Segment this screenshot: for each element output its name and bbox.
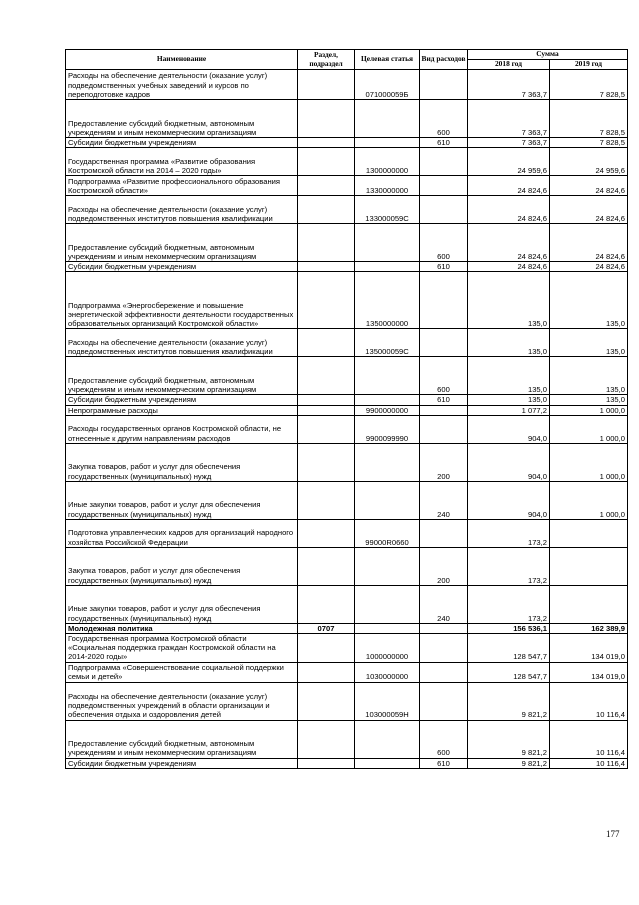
row-kind-cell <box>420 196 468 224</box>
row-amount-2018-cell: 156 536,1 <box>468 623 550 633</box>
row-name-cell: Расходы на обеспечение деятельности (оказание услуг) подведомственных учебных заведений и курсов по переподготовке кадров <box>66 70 298 100</box>
row-amount-2019-cell: 135,0 <box>550 395 628 405</box>
table-row <box>66 196 628 224</box>
row-section-cell <box>298 415 355 443</box>
row-kind-cell: 610 <box>420 758 468 768</box>
row-section-cell <box>298 262 355 272</box>
row-amount-2018-cell: 9 821,2 <box>468 758 550 768</box>
header-year-2019: 2019 год <box>550 60 628 70</box>
table-row <box>66 329 628 357</box>
table-row <box>66 262 628 272</box>
row-kind-cell <box>420 176 468 196</box>
row-kind-cell <box>420 662 468 682</box>
row-amount-2018-cell: 9 821,2 <box>468 682 550 720</box>
row-amount-2019-cell: 10 116,4 <box>550 758 628 768</box>
row-kind-cell: 600 <box>420 720 468 758</box>
row-amount-2019-cell: 24 824,6 <box>550 224 628 262</box>
row-section-cell <box>298 634 355 663</box>
row-amount-2018-cell: 135,0 <box>468 272 550 329</box>
row-amount-2019-cell: 7 828,5 <box>550 100 628 138</box>
table-row <box>66 176 628 196</box>
row-section-cell <box>298 758 355 768</box>
row-kind-cell <box>420 405 468 415</box>
row-section-cell <box>298 329 355 357</box>
row-section-cell <box>298 357 355 395</box>
table-row <box>66 662 628 682</box>
table-row <box>66 148 628 176</box>
row-target-cell <box>355 443 420 481</box>
row-amount-2019-cell: 1 000,0 <box>550 415 628 443</box>
row-amount-2019-cell: 7 828,5 <box>550 70 628 100</box>
row-target-cell <box>355 395 420 405</box>
row-target-cell: 135000059С <box>355 329 420 357</box>
row-section-cell <box>298 481 355 519</box>
row-name-cell: Субсидии бюджетным учреждениям <box>66 138 298 148</box>
row-target-cell: 9900000000 <box>355 405 420 415</box>
row-amount-2019-cell: 7 828,5 <box>550 138 628 148</box>
row-name-cell: Молодежная политика <box>66 623 298 633</box>
row-name-cell: Субсидии бюджетным учреждениям <box>66 262 298 272</box>
row-name-cell: Подпрограмма «Энергосбережение и повышение энергетической эффективности деятельности государственных образовательных организаций Костромской области» <box>66 272 298 329</box>
row-target-cell <box>355 357 420 395</box>
table-row <box>66 720 628 758</box>
row-target-cell: 1330000000 <box>355 176 420 196</box>
row-name-cell: Закупка товаров, работ и услуг для обеспечения государственных (муниципальных) нужд <box>66 547 298 585</box>
row-amount-2018-cell: 7 363,7 <box>468 138 550 148</box>
row-amount-2019-cell: 24 824,6 <box>550 196 628 224</box>
row-amount-2019-cell <box>550 519 628 547</box>
row-target-cell: 1350000000 <box>355 272 420 329</box>
row-amount-2018-cell: 7 363,7 <box>468 100 550 138</box>
table-row <box>66 357 628 395</box>
row-amount-2018-cell: 135,0 <box>468 329 550 357</box>
row-section-cell <box>298 148 355 176</box>
table-body <box>66 70 628 769</box>
row-amount-2018-cell: 7 363,7 <box>468 70 550 100</box>
row-name-cell: Иные закупки товаров, работ и услуг для обеспечения государственных (муниципальных) нужд <box>66 481 298 519</box>
table-row <box>66 758 628 768</box>
row-name-cell: Закупка товаров, работ и услуг для обеспечения государственных (муниципальных) нужд <box>66 443 298 481</box>
table-row <box>66 272 628 329</box>
row-target-cell: 99000R0660 <box>355 519 420 547</box>
row-name-cell: Предоставление субсидий бюджетным, автономным учреждениям и иным некоммерческим организациям <box>66 100 298 138</box>
row-amount-2019-cell: 24 959,6 <box>550 148 628 176</box>
row-name-cell: Подготовка управленческих кадров для организаций народного хозяйства Российской Федерации <box>66 519 298 547</box>
row-kind-cell: 610 <box>420 395 468 405</box>
row-section-cell <box>298 196 355 224</box>
row-kind-cell <box>420 415 468 443</box>
row-name-cell: Расходы на обеспечение деятельности (оказание услуг) подведомственных институтов повышения квалификации <box>66 196 298 224</box>
row-amount-2018-cell: 24 824,6 <box>468 176 550 196</box>
row-name-cell: Расходы государственных органов Костромской области, не отнесенные к другим направлениям расходов <box>66 415 298 443</box>
row-kind-cell <box>420 329 468 357</box>
row-name-cell: Государственная программа «Развитие образования Костромской области на 2014 – 2020 годы» <box>66 148 298 176</box>
row-kind-cell <box>420 519 468 547</box>
row-section-cell <box>298 138 355 148</box>
row-name-cell: Субсидии бюджетным учреждениям <box>66 395 298 405</box>
row-section-cell <box>298 682 355 720</box>
row-amount-2018-cell: 128 547,7 <box>468 634 550 663</box>
row-amount-2018-cell: 173,2 <box>468 519 550 547</box>
row-kind-cell: 600 <box>420 357 468 395</box>
row-target-cell <box>355 224 420 262</box>
header-year-2018: 2018 год <box>468 60 550 70</box>
table-row <box>66 547 628 585</box>
row-kind-cell <box>420 148 468 176</box>
row-section-cell <box>298 70 355 100</box>
row-section-cell <box>298 720 355 758</box>
row-amount-2018-cell: 135,0 <box>468 395 550 405</box>
row-name-cell: Подпрограмма «Совершенствование социальной поддержки семьи и детей» <box>66 662 298 682</box>
row-kind-cell <box>420 272 468 329</box>
row-target-cell <box>355 720 420 758</box>
table-row <box>66 405 628 415</box>
header-name: Наименование <box>66 50 298 70</box>
row-target-cell <box>355 262 420 272</box>
row-section-cell <box>298 547 355 585</box>
table-row <box>66 519 628 547</box>
row-kind-cell: 600 <box>420 224 468 262</box>
row-target-cell: 1030000000 <box>355 662 420 682</box>
row-amount-2019-cell: 134 019,0 <box>550 662 628 682</box>
table-row <box>66 634 628 663</box>
row-kind-cell: 240 <box>420 481 468 519</box>
row-amount-2018-cell: 24 824,6 <box>468 262 550 272</box>
table-row <box>66 395 628 405</box>
row-name-cell: Расходы на обеспечение деятельности (оказание услуг) подведомственных институтов повышения квалификации <box>66 329 298 357</box>
row-amount-2018-cell: 24 959,6 <box>468 148 550 176</box>
row-section-cell <box>298 405 355 415</box>
row-kind-cell: 600 <box>420 100 468 138</box>
row-target-cell <box>355 138 420 148</box>
table-row <box>66 415 628 443</box>
row-amount-2019-cell: 135,0 <box>550 357 628 395</box>
row-section-cell <box>298 224 355 262</box>
header-sum: Сумма <box>468 50 628 60</box>
row-kind-cell <box>420 634 468 663</box>
row-name-cell: Подпрограмма «Развитие профессионального образования Костромской области» <box>66 176 298 196</box>
table-row <box>66 138 628 148</box>
row-amount-2018-cell: 173,2 <box>468 585 550 623</box>
row-amount-2019-cell: 1 000,0 <box>550 443 628 481</box>
row-amount-2019-cell: 1 000,0 <box>550 405 628 415</box>
row-target-cell: 071000059Б <box>355 70 420 100</box>
row-target-cell: 1000000000 <box>355 634 420 663</box>
row-amount-2018-cell: 135,0 <box>468 357 550 395</box>
row-amount-2019-cell: 24 824,6 <box>550 262 628 272</box>
row-name-cell: Государственная программа Костромской области «Социальная поддержка граждан Костромской области на 2014-2020 годы» <box>66 634 298 663</box>
row-amount-2018-cell: 9 821,2 <box>468 720 550 758</box>
row-amount-2018-cell: 128 547,7 <box>468 662 550 682</box>
row-amount-2018-cell: 904,0 <box>468 443 550 481</box>
row-amount-2018-cell: 24 824,6 <box>468 224 550 262</box>
row-amount-2018-cell: 24 824,6 <box>468 196 550 224</box>
row-amount-2019-cell: 134 019,0 <box>550 634 628 663</box>
row-amount-2019-cell: 1 000,0 <box>550 481 628 519</box>
row-kind-cell: 240 <box>420 585 468 623</box>
row-amount-2018-cell: 1 077,2 <box>468 405 550 415</box>
row-section-cell <box>298 662 355 682</box>
header-section: Раздел, подраздел <box>298 50 355 70</box>
row-name-cell: Иные закупки товаров, работ и услуг для обеспечения государственных (муниципальных) нужд <box>66 585 298 623</box>
row-amount-2019-cell: 24 824,6 <box>550 176 628 196</box>
row-target-cell <box>355 758 420 768</box>
table-row <box>66 682 628 720</box>
table-row <box>66 585 628 623</box>
row-section-cell <box>298 585 355 623</box>
row-kind-cell: 610 <box>420 262 468 272</box>
row-target-cell: 9900099990 <box>355 415 420 443</box>
row-name-cell: Расходы на обеспечение деятельности (оказание услуг) подведомственных учреждений в области организации и обеспечения отдыха и оздоровления детей <box>66 682 298 720</box>
row-section-cell <box>298 519 355 547</box>
row-kind-cell <box>420 682 468 720</box>
row-amount-2018-cell: 904,0 <box>468 481 550 519</box>
row-amount-2019-cell <box>550 547 628 585</box>
row-name-cell: Предоставление субсидий бюджетным, автономным учреждениям и иным некоммерческим организациям <box>66 224 298 262</box>
row-section-cell <box>298 100 355 138</box>
row-amount-2018-cell: 173,2 <box>468 547 550 585</box>
row-section-cell: 0707 <box>298 623 355 633</box>
row-target-cell <box>355 547 420 585</box>
row-name-cell: Субсидии бюджетным учреждениям <box>66 758 298 768</box>
row-kind-cell: 200 <box>420 547 468 585</box>
row-section-cell <box>298 176 355 196</box>
row-section-cell <box>298 395 355 405</box>
row-target-cell <box>355 585 420 623</box>
row-amount-2019-cell: 162 389,9 <box>550 623 628 633</box>
row-amount-2018-cell: 904,0 <box>468 415 550 443</box>
table-row <box>66 443 628 481</box>
table-row <box>66 224 628 262</box>
row-target-cell <box>355 100 420 138</box>
row-kind-cell <box>420 70 468 100</box>
row-kind-cell: 610 <box>420 138 468 148</box>
row-target-cell: 103000059Н <box>355 682 420 720</box>
page-number: 177 <box>606 829 620 839</box>
row-name-cell: Предоставление субсидий бюджетным, автономным учреждениям и иным некоммерческим организациям <box>66 357 298 395</box>
row-target-cell: 1300000000 <box>355 148 420 176</box>
table-row <box>66 100 628 138</box>
row-name-cell: Непрограммные расходы <box>66 405 298 415</box>
row-target-cell: 133000059С <box>355 196 420 224</box>
table-row <box>66 623 628 633</box>
budget-table <box>65 49 628 769</box>
row-kind-cell: 200 <box>420 443 468 481</box>
row-amount-2019-cell: 135,0 <box>550 272 628 329</box>
row-amount-2019-cell: 135,0 <box>550 329 628 357</box>
row-kind-cell <box>420 623 468 633</box>
row-section-cell <box>298 443 355 481</box>
table-row <box>66 481 628 519</box>
row-amount-2019-cell <box>550 585 628 623</box>
row-section-cell <box>298 272 355 329</box>
row-name-cell: Предоставление субсидий бюджетным, автономным учреждениям и иным некоммерческим организациям <box>66 720 298 758</box>
row-amount-2019-cell: 10 116,4 <box>550 682 628 720</box>
row-target-cell <box>355 481 420 519</box>
table-row <box>66 70 628 100</box>
header-kind: Вид расходов <box>420 50 468 70</box>
row-amount-2019-cell: 10 116,4 <box>550 720 628 758</box>
row-target-cell <box>355 623 420 633</box>
header-target: Целевая статья <box>355 50 420 70</box>
